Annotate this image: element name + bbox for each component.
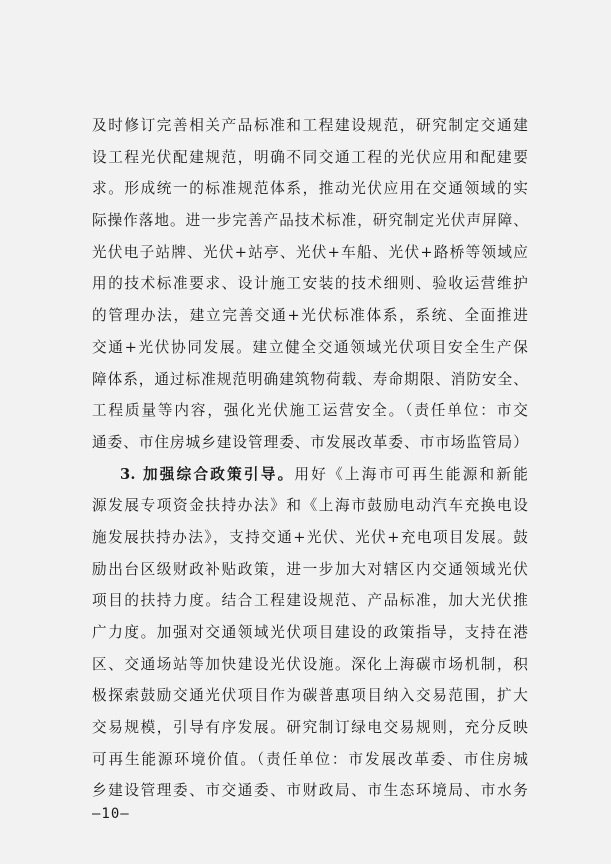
text-line: 乡建设管理委、市交通委、市财政局、市生态环境局、市水务 <box>92 782 528 800</box>
page-number: —10— <box>92 806 130 822</box>
text-line: 交通+光伏协同发展。建立健全交通领域光伏项目安全生产保 <box>92 338 528 356</box>
text-line: 源发展专项资金扶持办法》和《上海市鼓励电动汽车充换电设 <box>92 497 528 515</box>
body-text <box>92 110 528 807</box>
text-line: 求。形成统一的标准规范体系，推动光伏应用在交通领域的实 <box>92 180 528 198</box>
text-line: 可再生能源环境价值。（责任单位：市发展改革委、市住房城 <box>92 750 528 768</box>
text-line: 通委、市住房城乡建设管理委、市发展改革委、市市场监管局） <box>92 433 528 451</box>
text-line: 广力度。加强对交通领域光伏项目建设的政策指导，支持在港 <box>92 624 528 641</box>
text-line: 施发展扶持办法》，支持交通+光伏、光伏+充电项目发展。鼓 <box>92 528 528 546</box>
text-line: 障体系，通过标准规范明确建筑物荷载、寿命期限、消防安全、 <box>92 370 528 388</box>
text-line: 区、交通场站等加快建设光伏设施。深化上海碳市场机制，积 <box>92 655 528 673</box>
text-line: 及时修订完善相关产品标准和工程建设规范，研究制定交通建 <box>92 117 528 134</box>
text-line: 际操作落地。进一步完善产品技术标准，研究制定光伏声屏障、 <box>92 212 528 230</box>
section-3-first-line <box>92 459 528 491</box>
section-3-first-line-text: 用好《上海市可再生能源和新能 <box>294 465 528 483</box>
text-line: 用的技术标准要求、设计施工安装的技术细则、验收运营维护 <box>92 275 528 293</box>
text-line: 极探索鼓励交通光伏项目作为碳普惠项目纳入交易范围，扩大 <box>92 687 528 705</box>
text-line: 励出台区级财政补贴政策，进一步加大对辖区内交通领域光伏 <box>92 560 528 578</box>
text-line: 的管理办法，建立完善交通+光伏标准体系，系统、全面推进 <box>92 307 528 325</box>
text-line: 交易规模，引导有序发展。研究制订绿电交易规则，充分反映 <box>92 719 528 737</box>
text-line: 设工程光伏配建规范，明确不同交通工程的光伏应用和配建要 <box>92 148 528 166</box>
text-line: 工程质量等内容，强化光伏施工运营安全。（责任单位：市交 <box>92 402 528 420</box>
text-line: 光伏电子站牌、光伏+站亭、光伏+车船、光伏+路桥等领域应 <box>92 243 528 261</box>
section-3-heading: 3. 加强综合政策引导。 <box>120 465 295 483</box>
text-line: 项目的扶持力度。结合工程建设规范、产品标准，加大光伏推 <box>92 592 528 610</box>
